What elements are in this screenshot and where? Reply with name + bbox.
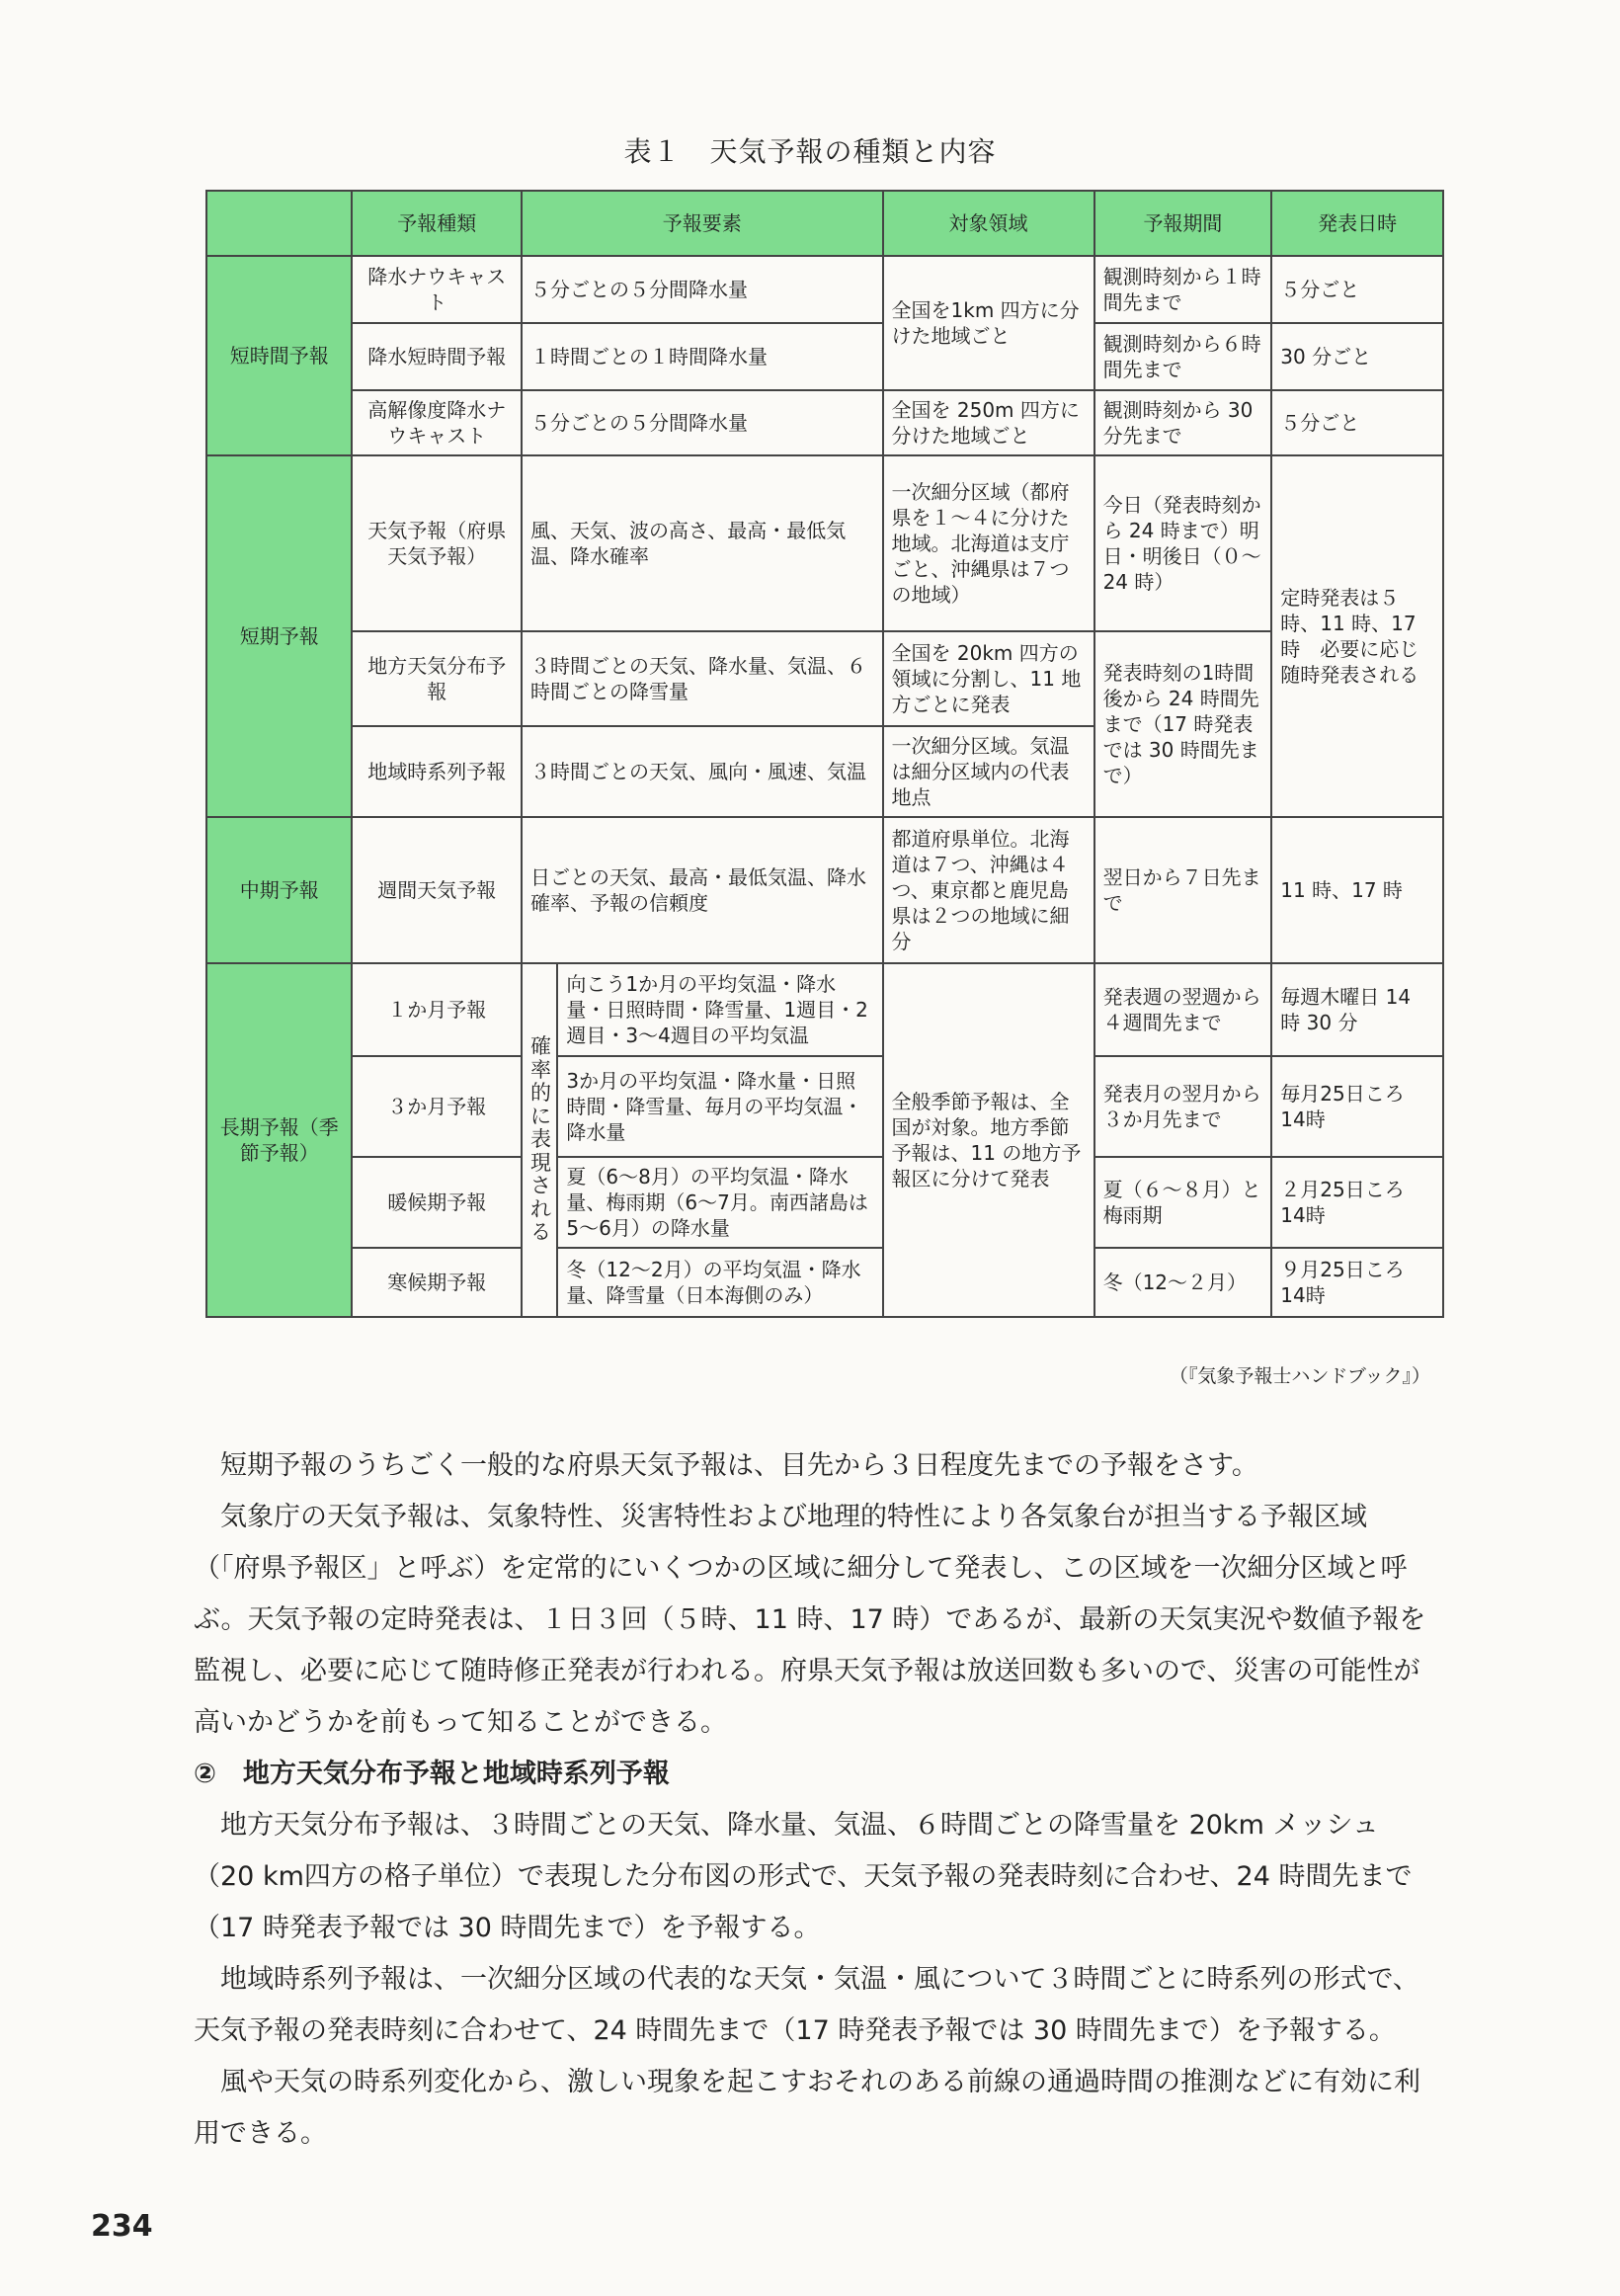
time-cell: 11 時、17 時 — [1271, 817, 1443, 963]
table-row — [206, 1056, 1443, 1157]
elements-cell: ５分ごとの５分間降水量 — [522, 256, 882, 323]
period-cell: 翌日から７日先まで — [1094, 817, 1272, 963]
paragraph: 地域時系列予報は、一次細分区域の代表的な天気・気温・風について３時間ごとに時系列の形式で、天気予報の発表時刻に合わせて、24 時間先まで（17 時発表予報では 30 時間先まで）を予報する。 — [194, 1964, 1419, 2046]
header-elements: 予報要素 — [522, 191, 882, 256]
kind-cell: 週間天気予報 — [352, 817, 522, 963]
elements-cell: 夏（6～8月）の平均気温・降水量、梅雨期（6～7月。南西諸島は5～6月）の降水量 — [557, 1157, 882, 1248]
period-cell: 発表時刻の1時間後から 24 時間先まで（17 時発表では 30 時間先まで） — [1094, 631, 1272, 817]
kind-cell: 高解像度降水ナウキャスト — [352, 390, 522, 455]
elements-cell: 3か月の平均気温・降水量・日照時間・降雪量、毎月の平均気温・降水量 — [557, 1056, 882, 1157]
elements-cell: 冬（12～2月）の平均気温・降水量、降雪量（日本海側のみ） — [557, 1248, 882, 1317]
page-number: 234 — [91, 2209, 153, 2244]
time-cell: ２月25日ころ 14時 — [1271, 1157, 1443, 1248]
elements-cell: ５分ごとの５分間降水量 — [522, 390, 882, 455]
kind-cell: 降水短時間予報 — [352, 323, 522, 390]
category-cell: 中期予報 — [206, 817, 352, 963]
paragraph: 気象庁の天気予報は、気象特性、災害特性および地理的特性により各気象台が担当する予報区域（「府県予報区」と呼ぶ）を定常的にいくつかの区域に細分して発表し、この区域を一次細分区域と呼ぶ。天気予報の定時発表は、１日３回（５時、11 時、17 時）であるが、最新の天気実況や数値予報を監視し、必要に応じて随時修正発表が行われる。府県天気予報は放送回数も多いので、災害の可能性が高いかどうかを前もって知ることができる。 — [194, 1502, 1426, 1738]
kind-cell: 地方天気分布予報 — [352, 631, 522, 726]
header-time: 発表日時 — [1271, 191, 1443, 256]
forecast-types-table — [205, 190, 1444, 1318]
table-header-row — [206, 191, 1443, 256]
elements-cell: 向こう1か月の平均気温・降水量・日照時間・降雪量、1週目・2週目・3～4週目の平均気温 — [557, 963, 882, 1056]
probabilistic-label: 確率的に表現される — [522, 963, 557, 1317]
period-cell: 観測時刻から１時間先まで — [1094, 256, 1272, 323]
kind-cell: ３か月予報 — [352, 1056, 522, 1157]
time-cell: 毎週木曜日 14 時 30 分 — [1271, 963, 1443, 1056]
elements-cell: ３時間ごとの天気、風向・風速、気温 — [522, 726, 882, 817]
table-source: （『気象予報士ハンドブック』） — [1169, 1365, 1430, 1387]
area-cell: 全国を 20km 四方の領域に分割し、11 地方ごとに発表 — [883, 631, 1094, 726]
kind-cell: 暖候期予報 — [352, 1157, 522, 1248]
elements-cell: １時間ごとの１時間降水量 — [522, 323, 882, 390]
period-cell: 観測時刻から 30 分先まで — [1094, 390, 1272, 455]
table-row — [206, 631, 1443, 726]
category-cell: 短時間予報 — [206, 256, 352, 455]
header-empty — [206, 191, 352, 256]
time-cell: 毎月25日ころ 14時 — [1271, 1056, 1443, 1157]
period-cell: 発表月の翌月から３か月先まで — [1094, 1056, 1272, 1157]
section-heading: ② 地方天気分布予報と地域時系列予報 — [194, 1759, 670, 1789]
table-row — [206, 1248, 1443, 1317]
table-row — [206, 455, 1443, 631]
kind-cell: 降水ナウキャスト — [352, 256, 522, 323]
time-cell: 定時発表は５時、11 時、17 時 必要に応じ随時発表される — [1271, 455, 1443, 817]
time-cell: ５分ごと — [1271, 390, 1443, 455]
elements-cell: 日ごとの天気、最高・最低気温、降水確率、予報の信頼度 — [522, 817, 882, 963]
time-cell: ５分ごと — [1271, 256, 1443, 323]
paragraph: 地方天気分布予報は、３時間ごとの天気、降水量、気温、６時間ごとの降雪量を 20km メッシュ（20 km四方の格子単位）で表現した分布図の形式で、天気予報の発表時刻に合わせ、24 時間先まで（17 時発表予報では 30 時間先まで）を予報する。 — [194, 1810, 1413, 1943]
table-row — [206, 817, 1443, 963]
elements-cell: 風、天気、波の高さ、最高・最低気温、降水確率 — [522, 455, 882, 631]
kind-cell: 天気予報（府県天気予報） — [352, 455, 522, 631]
period-cell: 冬（12～２月） — [1094, 1248, 1272, 1317]
header-period: 予報期間 — [1094, 191, 1272, 256]
kind-cell: １か月予報 — [352, 963, 522, 1056]
area-cell: 全国を1km 四方に分けた地域ごと — [883, 256, 1094, 390]
kind-cell: 寒候期予報 — [352, 1248, 522, 1317]
area-cell: 一次細分区域（都府県を１～４に分けた地域。北海道は支庁ごと、沖縄県は７つの地域） — [883, 455, 1094, 631]
table-row — [206, 1157, 1443, 1248]
category-cell: 短期予報 — [206, 455, 352, 817]
area-cell: 都道府県単位。北海道は７つ、沖縄は４つ、東京都と鹿児島県は２つの地域に細分 — [883, 817, 1094, 963]
table-row — [206, 963, 1443, 1056]
header-kind: 予報種類 — [352, 191, 522, 256]
table-row — [206, 323, 1443, 390]
area-cell: 全国を 250m 四方に分けた地域ごと — [883, 390, 1094, 455]
body-text — [194, 1440, 1428, 2160]
table-caption: 表１ 天気予報の種類と内容 — [623, 135, 997, 168]
area-cell: 全般季節予報は、全国が対象。地方季節予報は、11 の地方予報区に分けて発表 — [883, 963, 1094, 1317]
area-cell: 一次細分区域。気温は細分区域内の代表地点 — [883, 726, 1094, 817]
period-cell: 発表週の翌週から４週間先まで — [1094, 963, 1272, 1056]
time-cell: 30 分ごと — [1271, 323, 1443, 390]
category-cell: 長期予報（季節予報） — [206, 963, 352, 1317]
table-row — [206, 390, 1443, 455]
kind-cell: 地域時系列予報 — [352, 726, 522, 817]
period-cell: 今日（発表時刻から 24 時まで）明日・明後日（０～24 時） — [1094, 455, 1272, 631]
period-cell: 観測時刻から６時間先まで — [1094, 323, 1272, 390]
paragraph: 短期予報のうちごく一般的な府県天気予報は、目先から３日程度先までの予報をさす。 — [220, 1450, 1258, 1481]
elements-cell: ３時間ごとの天気、降水量、気温、６時間ごとの降雪量 — [522, 631, 882, 726]
paragraph: 風や天気の時系列変化から、激しい現象を起こすおそれのある前線の通過時間の推測などに有効に利用できる。 — [194, 2067, 1420, 2149]
period-cell: 夏（６～８月）と梅雨期 — [1094, 1157, 1272, 1248]
header-area: 対象領域 — [883, 191, 1094, 256]
time-cell: ９月25日ころ 14時 — [1271, 1248, 1443, 1317]
table-row — [206, 256, 1443, 323]
